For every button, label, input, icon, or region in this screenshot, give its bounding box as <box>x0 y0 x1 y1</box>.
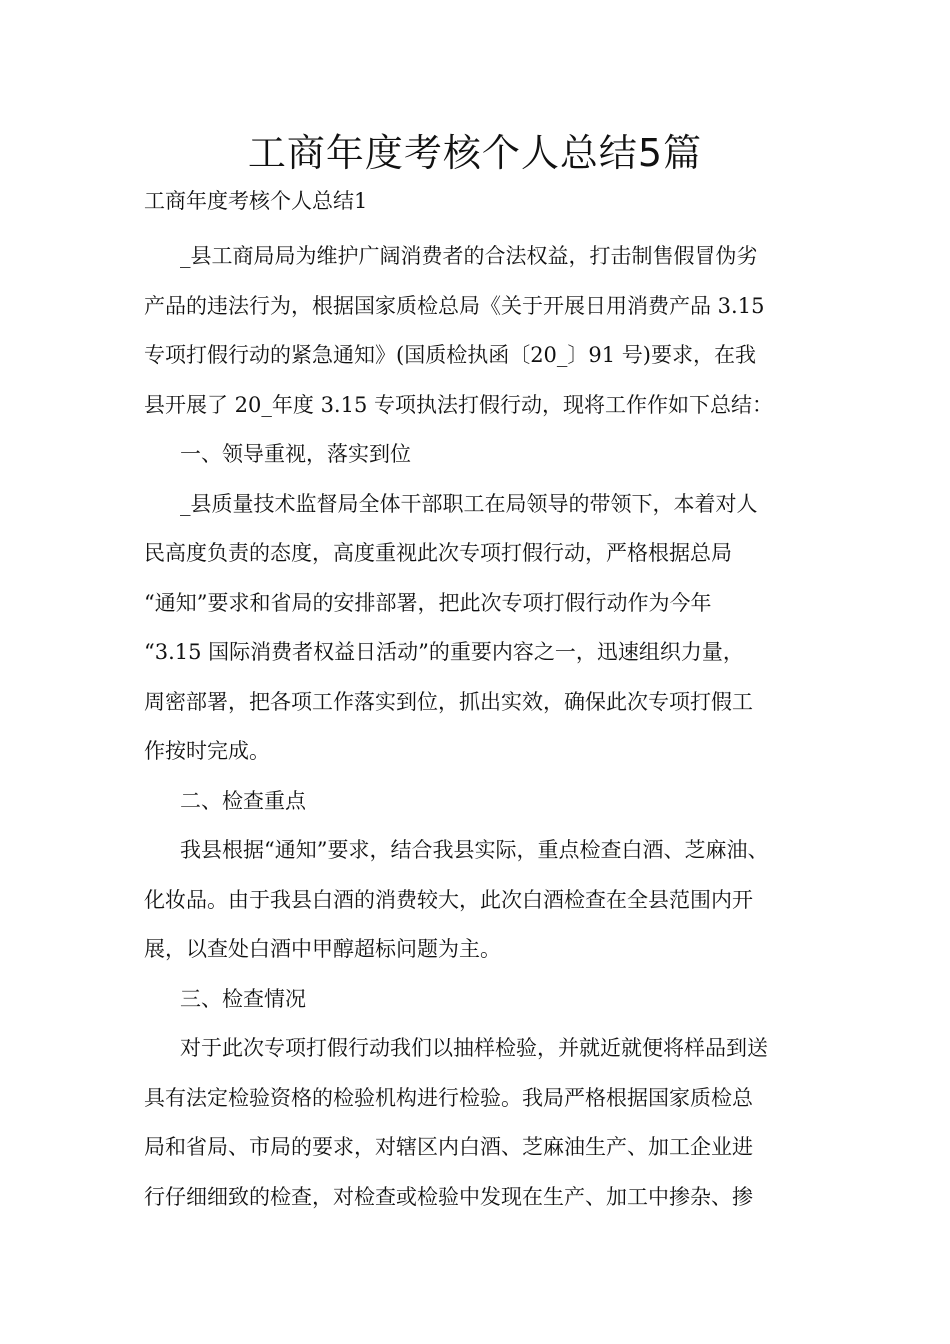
paragraph-line: 对于此次专项打假行动我们以抽样检验，并就近就便将样品到送 <box>180 1036 768 1060</box>
paragraph-line: 我县根据“通知”要求，结合我县实际，重点检查白酒、芝麻油、 <box>180 838 769 862</box>
paragraph-line: 产品的违法行为，根据国家质检总局《关于开展日用消费产品 3.15 <box>144 293 765 318</box>
paragraph-line: _县工商局局为维护广阔消费者的合法权益，打击制售假冒伪劣 <box>180 244 758 268</box>
document-subtitle: 工商年度考核个人总结1 <box>144 189 368 213</box>
paragraph-line: 化妆品。由于我县白酒的消费较大，此次白酒检查在全县范围内开 <box>144 887 753 912</box>
section-heading-1 <box>144 430 816 480</box>
paragraph-line: 具有法定检验资格的检验机构进行检验。我局严格根据国家质检总 <box>144 1085 753 1110</box>
paragraph-inspection <box>144 1024 816 1222</box>
section-heading-text: 三、检查情况 <box>180 986 306 1011</box>
paragraph-line: _县质量技术监督局全体干部职工在局领导的带领下，本着对人 <box>180 491 758 516</box>
paragraph-line: “3.15 国际消费者权益日活动”的重要内容之一，迅速组织力量， <box>144 640 744 664</box>
paragraph-line: 周密部署，把各项工作落实到位，抓出实效，确保此次专项打假工 <box>144 689 753 714</box>
paragraph-line: 专项打假行动的紧急通知》(国质检执函〔20_〕91 号)要求，在我 <box>144 343 757 367</box>
paragraph-leadership <box>144 480 816 777</box>
paragraph-line: 县开展了 20_年度 3.15 专项执法打假行动，现将工作作如下总结： <box>144 392 774 417</box>
paragraph-line: 民高度负责的态度，高度重视此次专项打假行动，严格根据总局 <box>144 541 732 565</box>
section-heading-3 <box>144 975 816 1025</box>
paragraph-line: 行仔细细致的检查，对检查或检验中发现在生产、加工中掺杂、掺 <box>144 1184 753 1209</box>
section-heading-2 <box>144 777 816 827</box>
document-body <box>144 232 816 1222</box>
paragraph-line: “通知”要求和省局的安排部署，把此次专项打假行动作为今年 <box>144 590 712 615</box>
paragraph-focus <box>144 826 816 975</box>
paragraph-intro <box>144 232 816 430</box>
section-heading-text: 二、检查重点 <box>180 788 306 813</box>
paragraph-line: 局和省局、市局的要求，对辖区内白酒、芝麻油生产、加工企业进 <box>144 1135 753 1159</box>
paragraph-line: 作按时完成。 <box>144 739 270 763</box>
section-heading-text: 一、领导重视，落实到位 <box>180 442 411 466</box>
document-title: 工商年度考核个人总结5篇 <box>247 131 703 175</box>
paragraph-line: 展，以查处白酒中甲醇超标问题为主。 <box>144 937 501 961</box>
